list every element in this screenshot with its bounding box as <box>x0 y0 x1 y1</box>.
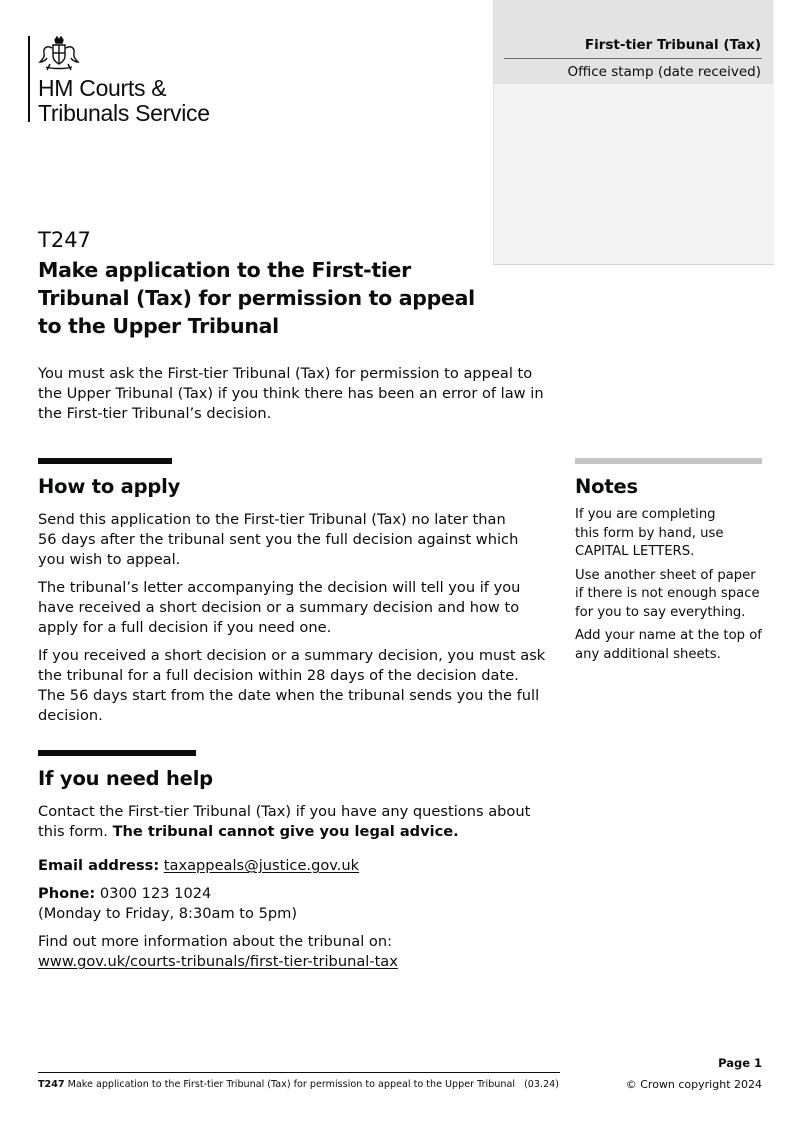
notes-item-3 <box>575 627 765 664</box>
note-2-line-3: for you to say everything. <box>575 604 746 620</box>
notes-item-1 <box>575 506 765 562</box>
section-bar-notes <box>575 458 762 464</box>
stamp-label: Office stamp (date received) <box>567 64 761 80</box>
section-bar-how-to-apply <box>38 458 172 464</box>
p1-line-1: Send this application to the First-tier Tribunal (Tax) no later than <box>38 511 506 528</box>
footer-form-title: Make application to the First-tier Tribunal (Tax) for permission to appeal to the Upper Tribunal <box>67 1079 515 1090</box>
email-link[interactable]: taxappeals@justice.gov.uk <box>163 857 360 874</box>
stamp-divider <box>504 58 762 59</box>
logo-wordmark <box>38 76 210 126</box>
logo-line-1: HM Courts & <box>38 75 167 101</box>
logo-line-2: Tribunals Service <box>38 100 210 126</box>
page-number: Page 1 <box>718 1056 762 1070</box>
phone-number: 0300 123 1024 <box>99 885 212 902</box>
footer-form-code: T247 <box>38 1079 65 1090</box>
help-body <box>38 802 558 972</box>
phone-hours: (Monday to Friday, 8:30am to 5pm) <box>38 905 298 922</box>
how-to-apply-body <box>38 510 558 726</box>
note-3-line-1: Add your name at the top of <box>575 628 762 643</box>
help-heading: If you need help <box>38 767 213 790</box>
logo-divider <box>28 36 30 122</box>
note-1-line-2: this form by hand, use <box>575 525 724 541</box>
how-to-apply-paragraph-3 <box>38 646 558 726</box>
footer-copyright: © Crown copyright 2024 <box>625 1078 762 1091</box>
how-to-apply-heading: How to apply <box>38 475 181 498</box>
p3-line-1: If you received a short decision or a summary decision, you must ask <box>38 647 546 664</box>
phone-label: Phone: <box>38 885 96 902</box>
p1-line-2: 56 days after the tribunal sent you the full decision against which <box>38 531 519 548</box>
footer-form-reference <box>38 1079 559 1090</box>
form-code: T247 <box>38 228 91 252</box>
footer-version: (03.24) <box>524 1079 560 1090</box>
footer-divider <box>38 1072 560 1073</box>
notes-item-2 <box>575 567 765 623</box>
p3-line-3: The 56 days start from the date when the tribunal sends you the full decision. <box>38 687 540 724</box>
note-1-line-1: If you are completing <box>575 507 716 522</box>
how-to-apply-paragraph-1 <box>38 510 558 570</box>
note-2-line-2: if there is not enough space <box>575 586 760 601</box>
help-more-info <box>38 932 558 972</box>
intro-text: You must ask the First-tier Tribunal (Tax) for permission to appeal to the Upper Tribunal (Tax) if you think there has been an error of law in the First-tier Tribunal’s decision. <box>38 365 544 422</box>
royal-coat-of-arms-icon <box>38 36 80 72</box>
p1-line-3: you wish to appeal. <box>38 551 181 568</box>
tribunal-website-link[interactable]: www.gov.uk/courts-tribunals/first-tier-tribunal-tax <box>38 953 398 970</box>
note-2-line-1: Use another sheet of paper <box>575 567 756 583</box>
form-title: Make application to the First-tier Tribunal (Tax) for permission to appeal to the Upper Tribunal <box>38 258 475 338</box>
how-to-apply-paragraph-2: The tribunal’s letter accompanying the decision will tell you if you have received a short decision or a summary decision and how to apply for a full decision if you need one. <box>38 579 521 636</box>
help-intro <box>38 802 558 842</box>
help-intro-text: Contact the First-tier Tribunal (Tax) if you have any questions about this form. <box>38 803 531 840</box>
stamp-tribunal-name: First-tier Tribunal (Tax) <box>584 37 761 53</box>
help-phone <box>38 884 558 924</box>
note-1-line-3: CAPITAL LETTERS. <box>575 544 695 559</box>
help-legal-advice-note: The tribunal cannot give you legal advice. <box>112 823 459 840</box>
notes-heading: Notes <box>575 475 638 498</box>
email-label: Email address: <box>38 857 160 874</box>
p3-line-2: the tribunal for a full decision within 28 days of the decision date. <box>38 667 519 684</box>
section-bar-help <box>38 750 196 756</box>
notes-body <box>575 506 765 664</box>
help-email <box>38 856 558 876</box>
note-3-line-2: any additional sheets. <box>575 646 721 662</box>
more-info-text: Find out more information about the tribunal on: <box>38 933 392 950</box>
